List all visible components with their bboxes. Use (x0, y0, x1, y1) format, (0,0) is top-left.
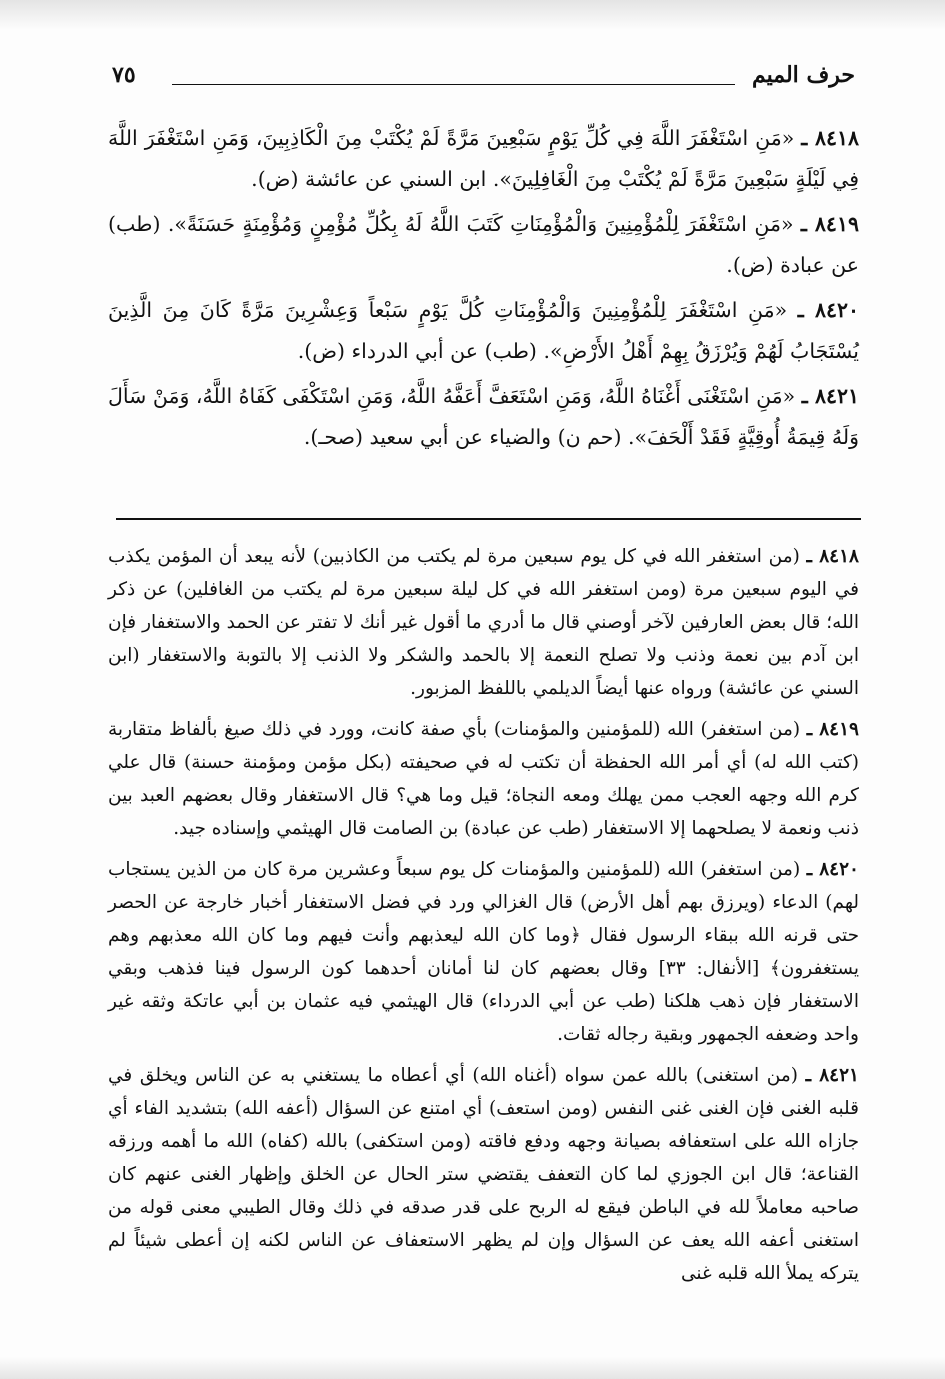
scan-bottom-edge (0, 1357, 945, 1379)
hadith-entry (108, 204, 859, 286)
commentary-number: ٨٤٢١ ـ (805, 1065, 859, 1086)
section-divider (116, 518, 861, 520)
commentary-number: ٨٤١٨ ـ (806, 546, 859, 567)
commentary-entry (108, 853, 859, 1051)
commentary-entry (108, 1059, 859, 1290)
hadith-entry (108, 118, 859, 200)
commentary-number: ٨٤١٩ ـ (806, 719, 859, 740)
commentary-entry (108, 713, 859, 845)
hadith-number: ٨٤٢٠ ـ (797, 298, 859, 322)
hadith-entry (108, 290, 859, 372)
page-number: ٧٥ (112, 62, 136, 88)
page-header (112, 62, 855, 96)
hadith-source: (طب) عن أبي الدرداء (ض). (297, 339, 537, 363)
hadith-text: «مَنِ اسْتَغْنَى أَغْنَاهُ اللَّهُ، وَمَنِ اسْتَعَفَّ أَعَفَّهُ اللَّهُ، وَمَنِ اسْتَكْفَى كَفَاهُ اللَّهُ، وَمَنْ سَأَلَ وَلَهُ قِيمَةُ أُوقِيَّةٍ فَقَدْ أَلْحَفَ». (108, 384, 859, 449)
hadith-source: (حم ن) والضياء عن أبي سعيد (صحـ). (303, 425, 622, 449)
scan-top-edge (0, 0, 945, 30)
commentary-text: (من استغفر) الله (للمؤمنين والمؤمنات كل يوم سبعاً وعشرين مرة كان من الذين يستجاب لهم) الدعاء (ويرزق بهم أهل الأرض) قال الغزالي ورد في فضل الاستغفار أخبار خارجة عن الحصر حتى قرنه الله ببقاء الرسول فقال ﴿وما كان الله ليعذبهم وأنت فيهم وما كان الله معذبهم وهم يستغفرون﴾ [الأنفال: ٣٣] وقال بعضهم كان لنا أمانان أحدهما كون الرسول فينا فذهب وبقي الاستغفار فإن ذهب هلكنا (طب عن أبي الدرداء) قال الهيثمي فيه عثمان بن أبي عاتكة وثقه غير واحد وضعفه الجمهور وبقية رجاله ثقات. (108, 859, 859, 1045)
hadith-entry (108, 376, 859, 458)
hadith-text: «مَنِ اسْتَغْفَرَ اللَّهَ فِي كُلِّ يَوْمٍ سَبْعِينَ مَرَّةً لَمْ يُكْتَبْ مِنَ الْكَاذِبِينَ، وَمَنِ اسْتَغْفَرَ اللَّهَ فِي لَيْلَةٍ سَبْعِينَ مَرَّةً لَمْ يُكْتَبْ مِنَ الْغَافِلِينَ». (108, 126, 859, 191)
hadith-source: (طب) عن عبادة (ض). (108, 212, 859, 277)
chapter-title: حرف الميم (751, 62, 855, 88)
hadith-number: ٨٤١٩ ـ (800, 212, 859, 236)
commentary-text: (من استغفر الله في كل يوم سبعين مرة لم يكتب من الكاذبين) لأنه يبعد أن المؤمن يكذب في اليوم سبعين مرة (ومن استغفر الله في كل ليلة سبعين مرة لم يكتب من الغافلين) عن ذكر الله؛ قال بعض العارفين لآخر أوصني قال ما أدري ما أقول غير أنك لا تفتر عن الحمد والاستغفار فإن ابن آدم بين نعمة وذنب ولا تصلح النعمة إلا بالحمد والشكر ولا الذنب إلا بالتوبة والاستغفار (ابن السني عن عائشة) ورواه عنها أيضاً الديلمي باللفظ المزبور. (108, 546, 859, 699)
hadith-text-section (108, 118, 859, 462)
commentary-text: (من استغفر) الله (للمؤمنين والمؤمنات) بأي صفة كانت، وورد في ذلك صيغ بألفاظ متقاربة (كتب الله له) أي أمر الله الحفظة أن تكتب له في صحيفته (بكل مؤمن ومؤمنة حسنة) قال علي كرم الله وجهه العجب ممن يهلك ومعه النجاة؛ قيل وما هي؟ قال الاستغفار وقال بعضهم العبد بين ذنب ونعمة لا يصلحهما إلا الاستغفار (طب عن عبادة) بن الصامت قال الهيثمي وإسناده جيد. (108, 719, 859, 839)
commentary-section (108, 540, 859, 1298)
commentary-number: ٨٤٢٠ ـ (806, 859, 859, 880)
hadith-text: «مَنِ اسْتَغْفَرَ لِلْمُؤْمِنِينَ وَالْمُؤْمِنَاتِ كُلَّ يَوْمٍ سَبْعاً وَعِشْرِينَ مَرَّةً كَانَ مِنَ الَّذِينَ يُسْتَجَابُ لَهُمْ وَيُرْزَقُ بِهِمْ أَهْلُ الأَرْضِ». (108, 298, 859, 363)
commentary-text: (من استغنى) بالله عمن سواه (أغناه الله) أي أعطاه ما يستغني به عن الناس ويخلق في قلبه الغنى فإن الغنى غنى النفس (ومن استعف) أي امتنع عن السؤال (أعفه الله) بتشديد الفاء أي جازاه الله على استعفافه بصيانة وجهه ودفع فاقته (ومن استكفى) بالله (كفاه) الله ما أهمه ورزقه القناعة؛ قال ابن الجوزي لما كان التعفف يقتضي ستر الحال عن الخلق وإظهار الغنى عنهم كان صاحبه معاملاً لله في الباطن فيقع له الربح على قدر صدقه في ذلك وقال الطيبي معنى قوله من استغنى أعفه الله يعف عن السؤال وإن لم يظهر الاستعفاف عن الناس لكنه إن أعطى شيئاً لم يتركه يملأ الله قلبه غنى (108, 1065, 859, 1284)
hadith-text: «مَنِ اسْتَغْفَرَ لِلْمُؤْمِنِينَ وَالْمُؤْمِنَاتِ كَتَبَ اللَّهُ لَهُ بِكُلِّ مُؤْمِنٍ وَمُؤْمِنَةٍ حَسَنَةً». (167, 212, 794, 236)
hadith-number: ٨٤٢١ ـ (801, 384, 859, 408)
commentary-entry (108, 540, 859, 705)
hadith-number: ٨٤١٨ ـ (801, 126, 859, 150)
hadith-source: ابن السني عن عائشة (ض). (251, 167, 487, 191)
header-rule (172, 84, 735, 85)
